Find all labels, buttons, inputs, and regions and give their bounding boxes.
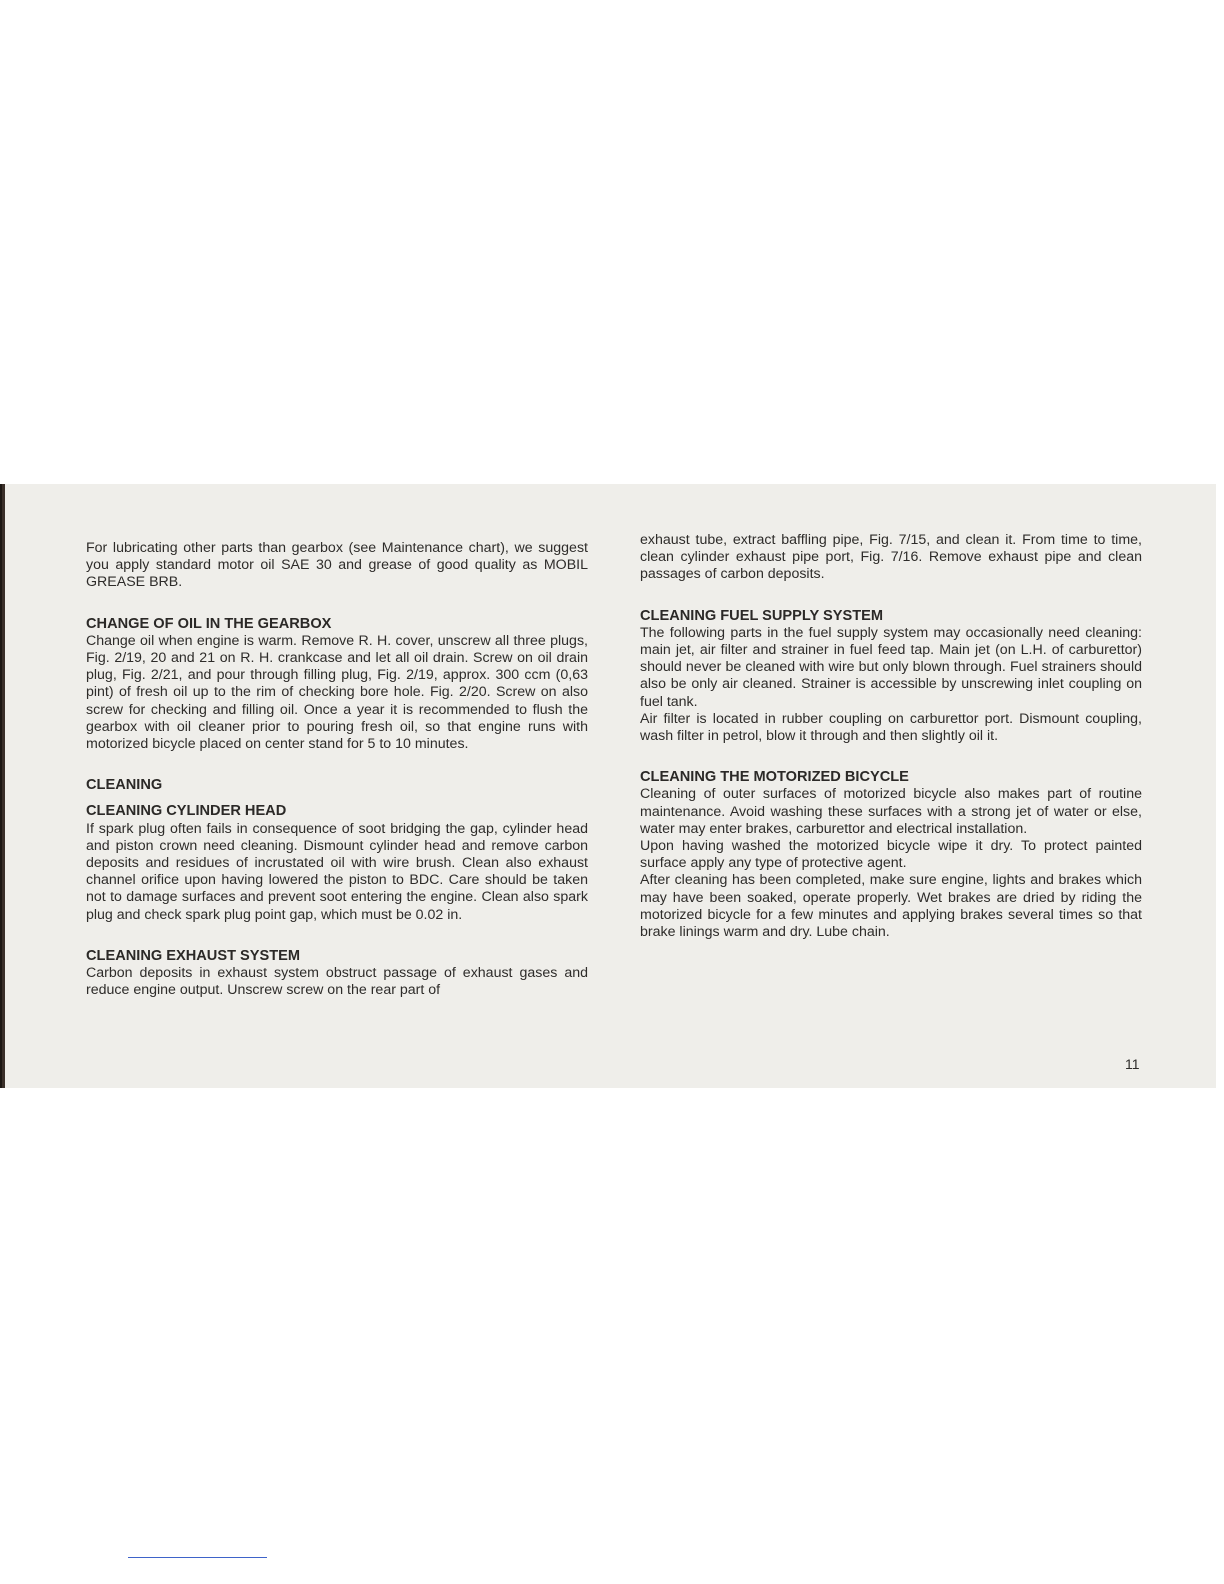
motorized-bicycle-heading: CLEANING THE MOTORIZED BICYCLE [640,769,909,786]
motorized-bicycle-paragraph-3: After cleaning has been completed, make sure engine, lights and brakes which may have been soaked, operate properly. Wet brakes are dried by riding the motorized bicycle for a few minutes and applying brakes several times so that brake linings warm and dry. Lube chain. [640,872,1142,941]
cylinder-head-paragraph: If spark plug often fails in consequence of soot bridging the gap, cylinder head and piston crown need cleaning. Dismount cylinder head and remove carbon deposits and residues of incrustated oil with wire brush. Clean also exhaust channel orifice upon having lowered the piston to BDC. Care should be taken not to damage surfaces and prevent soot entering the engine. Clean also spark plug and check spark plug point gap, which must be 0.02 in. [86,820,588,923]
footer-rule [128,1557,267,1558]
gearbox-oil-heading: CHANGE OF OIL IN THE GEARBOX [86,615,332,632]
cleaning-heading: CLEANING [86,777,163,794]
right-column [640,532,1142,941]
exhaust-system-heading: CLEANING EXHAUST SYSTEM [86,947,301,964]
exhaust-continued-paragraph: exhaust tube, extract baffling pipe, Fig. 7/15, and clean it. From time to time, clean cylinder exhaust pipe port, Fig. 7/16. Remove exhaust pipe and clean passages of carbon deposits. [640,532,1142,583]
fuel-supply-heading: CLEANING FUEL SUPPLY SYSTEM [640,607,884,624]
intro-paragraph: For lubricating other parts than gearbox (see Maintenance chart), we suggest you apply standard motor oil SAE 30 and grease of good quality as MOBIL GREASE BRB. [86,540,588,591]
motorized-bicycle-paragraph-1: Cleaning of outer surfaces of motorized bicycle also makes part of routine maintenance. Avoid washing these surfaces with a strong jet of water or else, water may enter brakes, carburettor and electrical installation. [640,786,1142,837]
exhaust-system-paragraph: Carbon deposits in exhaust system obstruct passage of exhaust gases and reduce engine output. Unscrew screw on the rear part of [86,965,588,999]
left-column [86,540,588,999]
motorized-bicycle-paragraph-2: Upon having washed the motorized bicycle wipe it dry. To protect painted surface apply any type of protective agent. [640,838,1142,872]
cylinder-head-heading: CLEANING CYLINDER HEAD [86,803,287,820]
scanned-page [0,484,1216,1088]
gearbox-oil-paragraph: Change oil when engine is warm. Remove R. H. cover, unscrew all three plugs, Fig. 2/19, 20 and 21 on R. H. crankcase and let all oil drain. Screw on oil drain plug, Fig. 2/21, and pour through filling plug, Fig. 2/19, approx. 300 ccm (0,63 pint) of fresh oil up to the rim of checking bore hole. Fig. 2/20. Screw on also screw for checking and filling oil. Once a year it is recommended to flush the gearbox with oil cleaner prior to pouring fresh oil, so that engine runs with motorized bicycle placed on center stand for 5 to 10 minutes. [86,632,588,753]
fuel-supply-paragraph-1: The following parts in the fuel supply system may occasionally need cleaning: main jet, air filter and strainer in fuel feed tap. Main jet (on L.H. of carburettor) should never be cleaned with wire but only blown through. Fuel strainers should also be only air cleaned. Strainer is accessible by unscrewing inlet coupling on fuel tank. [640,624,1142,710]
page-number: 11 [1125,1056,1140,1072]
fuel-supply-paragraph-2: Air filter is located in rubber coupling on carburettor port. Dismount coupling, wash filter in petrol, blow it through and then slightly oil it. [640,710,1142,745]
